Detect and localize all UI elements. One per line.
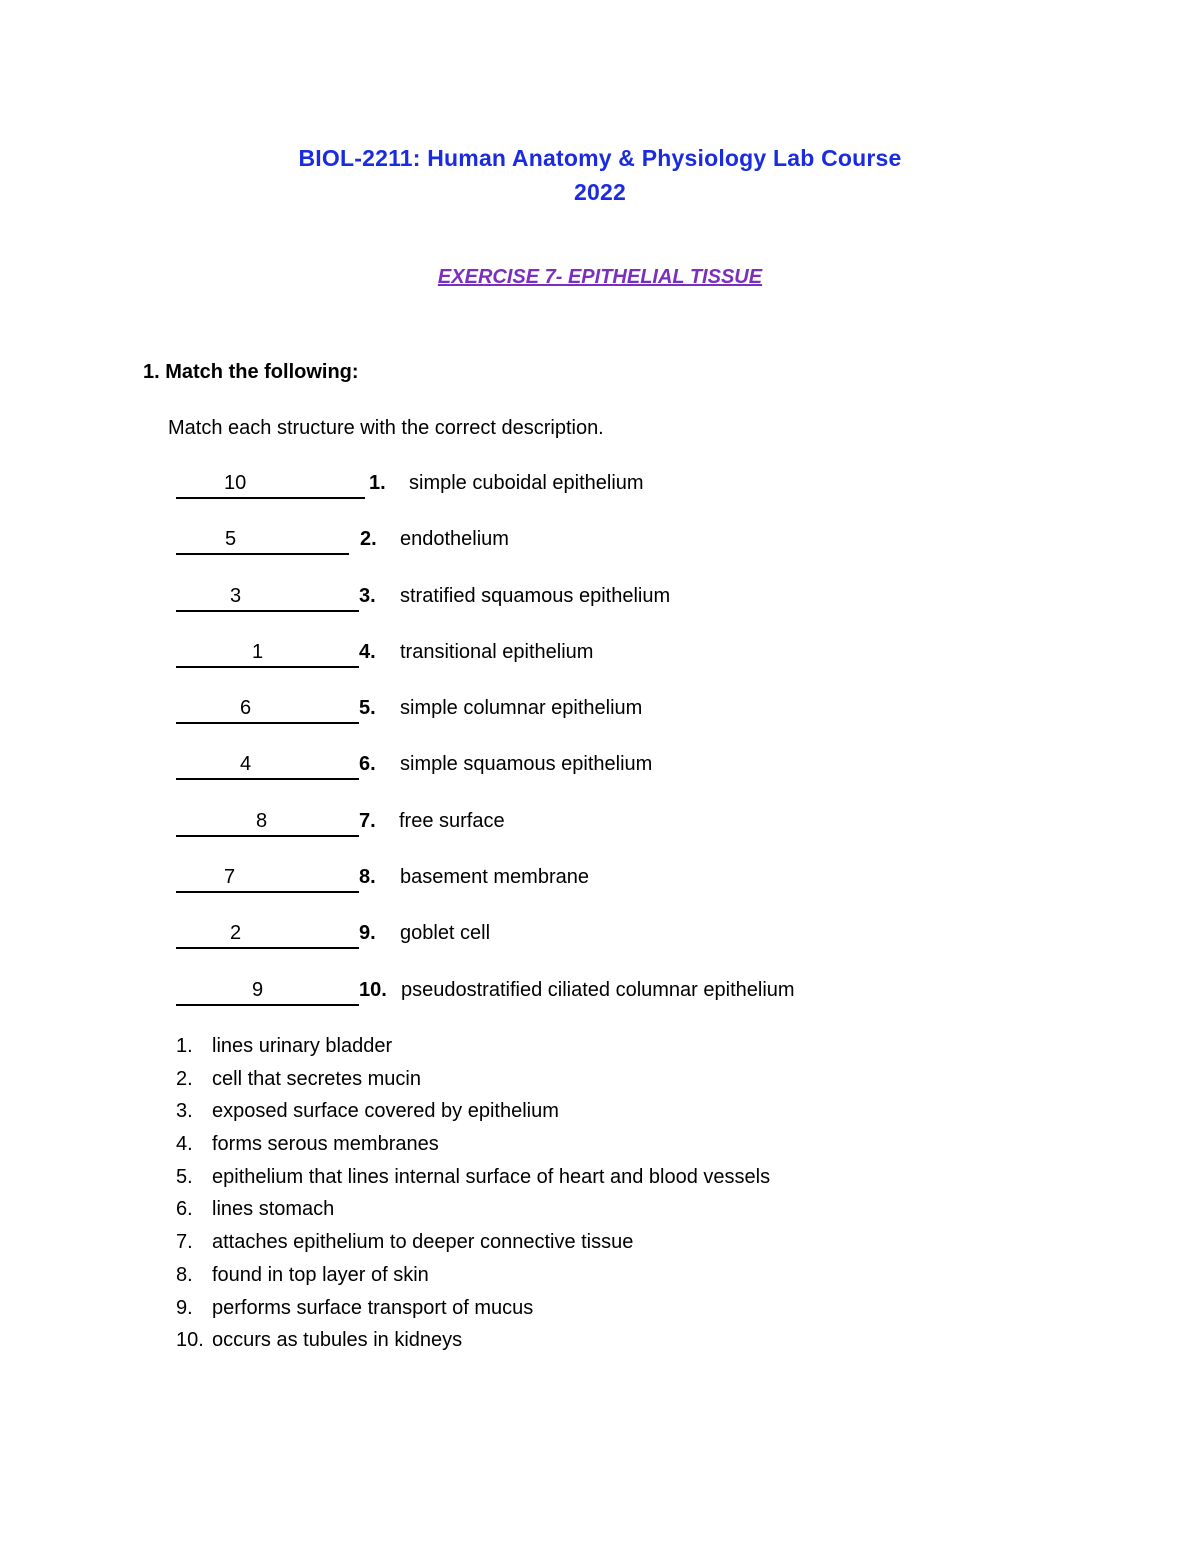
description-list bbox=[176, 1035, 976, 1362]
term-number: 10. bbox=[359, 978, 387, 1001]
description-number: 6. bbox=[176, 1198, 193, 1221]
description-number: 8. bbox=[176, 1263, 193, 1286]
match-row bbox=[176, 753, 976, 809]
description-item bbox=[176, 1329, 976, 1362]
description-text: epithelium that lines internal surface of heart and blood vessels bbox=[212, 1165, 771, 1188]
description-item bbox=[176, 1068, 976, 1101]
description-text: lines stomach bbox=[212, 1198, 335, 1221]
term-number: 8. bbox=[359, 866, 376, 889]
answer-value: 10 bbox=[224, 472, 247, 494]
description-number: 9. bbox=[176, 1296, 193, 1319]
description-text: performs surface transport of mucus bbox=[212, 1296, 534, 1319]
description-item bbox=[176, 1198, 976, 1231]
term-number: 5. bbox=[359, 697, 376, 720]
match-row bbox=[176, 697, 976, 753]
answer-blank[interactable] bbox=[176, 697, 359, 724]
term-text: free surface bbox=[399, 809, 505, 832]
term-number: 2. bbox=[360, 528, 377, 551]
description-item bbox=[176, 1166, 976, 1199]
match-row bbox=[176, 922, 976, 978]
exercise-title: EXERCISE 7- EPITHELIAL TISSUE bbox=[437, 266, 763, 288]
answer-value: 2 bbox=[230, 922, 242, 945]
match-row bbox=[176, 866, 976, 922]
description-text: attaches epithelium to deeper connective tissue bbox=[212, 1231, 634, 1254]
description-item bbox=[176, 1035, 976, 1068]
description-item bbox=[176, 1264, 976, 1297]
answer-blank[interactable] bbox=[176, 922, 359, 949]
term-text: endothelium bbox=[400, 528, 509, 551]
term-number: 7. bbox=[359, 809, 376, 832]
answer-blank[interactable] bbox=[176, 866, 359, 893]
description-item bbox=[176, 1133, 976, 1166]
description-number: 2. bbox=[176, 1067, 193, 1090]
description-number: 3. bbox=[176, 1100, 193, 1123]
description-item bbox=[176, 1231, 976, 1264]
answer-value: 5 bbox=[225, 528, 237, 551]
term-text: pseudostratified ciliated columnar epithelium bbox=[401, 978, 795, 1001]
description-number: 4. bbox=[176, 1133, 193, 1156]
term-text: simple squamous epithelium bbox=[400, 753, 653, 776]
answer-value: 4 bbox=[240, 753, 252, 776]
answer-blank[interactable] bbox=[176, 528, 349, 555]
term-text: simple cuboidal epithelium bbox=[409, 472, 644, 494]
answer-blank[interactable] bbox=[176, 810, 359, 837]
match-row bbox=[176, 528, 976, 584]
course-title: BIOL-2211: Human Anatomy & Physiology Lab Course bbox=[298, 145, 902, 171]
description-item bbox=[176, 1297, 976, 1330]
term-number: 3. bbox=[359, 584, 376, 607]
term-text: goblet cell bbox=[400, 922, 491, 945]
answer-blank[interactable] bbox=[176, 585, 359, 612]
description-item bbox=[176, 1100, 976, 1133]
question-instruction: Match each structure with the correct description. bbox=[168, 417, 604, 439]
term-text: simple columnar epithelium bbox=[400, 697, 643, 720]
answer-blank[interactable] bbox=[176, 979, 359, 1006]
course-year: 2022 bbox=[574, 179, 626, 205]
match-row bbox=[176, 585, 976, 641]
description-number: 7. bbox=[176, 1231, 193, 1254]
description-number: 10. bbox=[176, 1329, 204, 1352]
term-text: basement membrane bbox=[400, 866, 589, 889]
match-row bbox=[176, 472, 976, 528]
answer-value: 9 bbox=[252, 978, 264, 1001]
answer-blank[interactable] bbox=[176, 472, 365, 499]
answer-value: 7 bbox=[224, 866, 236, 889]
answer-value: 6 bbox=[240, 697, 252, 720]
description-text: lines urinary bladder bbox=[212, 1035, 393, 1057]
description-text: cell that secretes mucin bbox=[212, 1067, 421, 1090]
question-heading: 1. Match the following: bbox=[143, 361, 359, 383]
description-text: occurs as tubules in kidneys bbox=[212, 1329, 463, 1352]
answer-blank[interactable] bbox=[176, 641, 359, 668]
answer-value: 8 bbox=[256, 809, 268, 832]
term-number: 4. bbox=[359, 640, 376, 663]
answer-value: 3 bbox=[230, 584, 242, 607]
match-row bbox=[176, 979, 976, 1035]
term-number: 1. bbox=[369, 472, 386, 494]
description-text: exposed surface covered by epithelium bbox=[212, 1100, 559, 1123]
description-text: forms serous membranes bbox=[212, 1133, 439, 1156]
term-number: 9. bbox=[359, 922, 376, 945]
match-row bbox=[176, 641, 976, 697]
match-row bbox=[176, 810, 976, 866]
answer-blank[interactable] bbox=[176, 753, 359, 780]
description-number: 1. bbox=[176, 1035, 193, 1057]
term-text: transitional epithelium bbox=[400, 640, 594, 663]
match-list bbox=[176, 472, 976, 1035]
description-text: found in top layer of skin bbox=[212, 1263, 429, 1286]
description-number: 5. bbox=[176, 1165, 193, 1188]
term-text: stratified squamous epithelium bbox=[400, 584, 671, 607]
term-number: 6. bbox=[359, 753, 376, 776]
answer-value: 1 bbox=[252, 640, 264, 663]
